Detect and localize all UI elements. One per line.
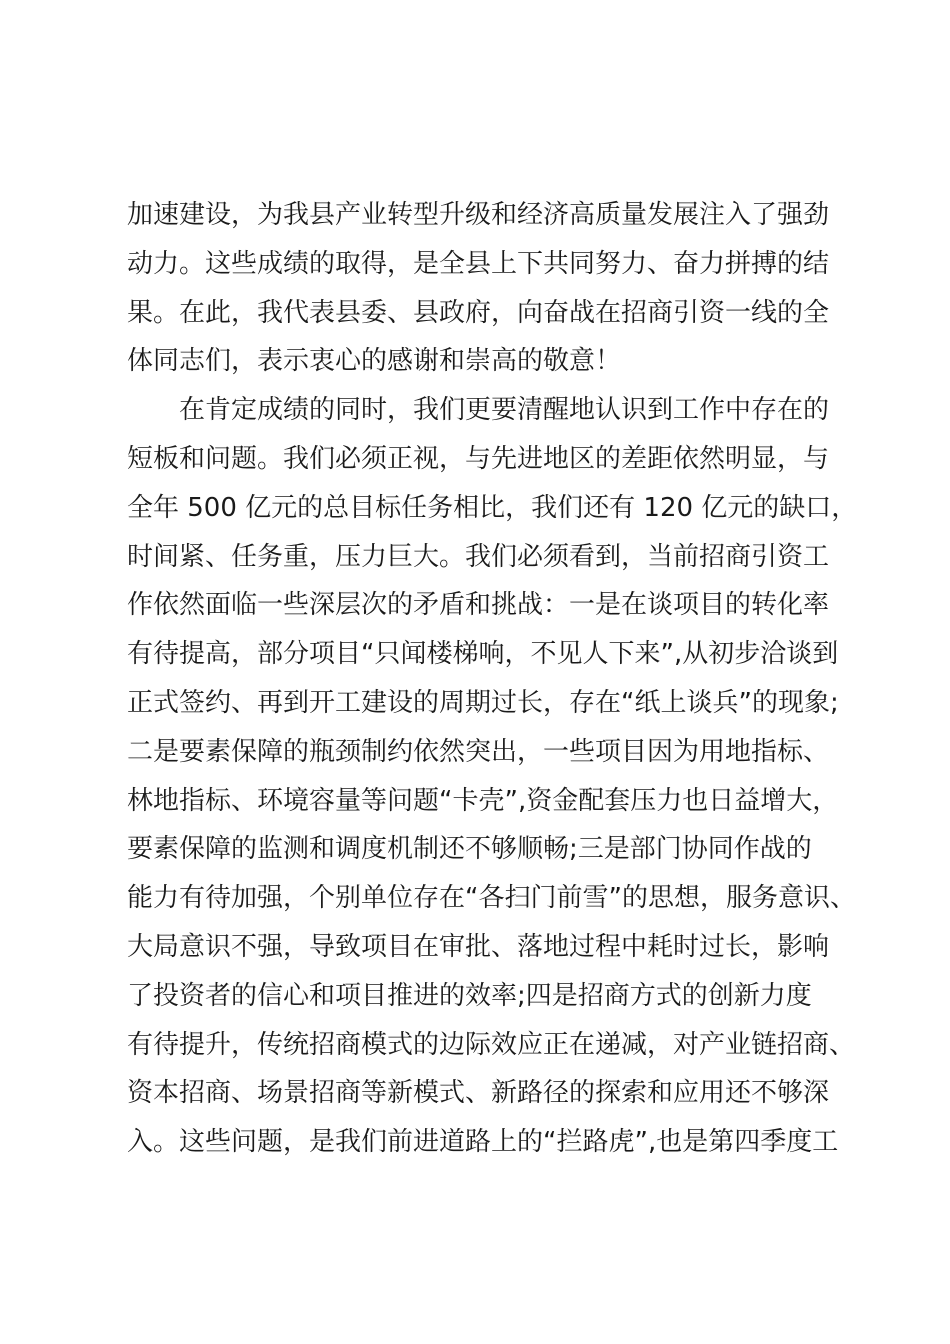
text-line: 体同志们，表示衷心的感谢和崇高的敬意！ <box>127 346 622 377</box>
body-text <box>127 191 858 1167</box>
text-line: 动力。这些成绩的取得，是全县上下共同努力、奋力拼搏的结 <box>127 248 830 279</box>
text-line: 要素保障的监测和调度机制还不够顺畅;三是部门协同作战的 <box>127 834 812 865</box>
text-line: 正式签约、再到开工建设的周期过长，存在“纸上谈兵”的现象; <box>127 687 839 718</box>
text-line: 有待提高，部分项目“只闻楼梯响，不见人下来”,从初步洽谈到 <box>127 639 839 670</box>
text-line: 短板和问题。我们必须正视，与先进地区的差距依然明显，与 <box>127 443 830 474</box>
text-line: 了投资者的信心和项目推进的效率;四是招商方式的创新力度 <box>127 980 812 1011</box>
text-line: 二是要素保障的瓶颈制约依然突出，一些项目因为用地指标、 <box>127 736 830 767</box>
text-line: 时间紧、任务重，压力巨大。我们必须看到，当前招商引资工 <box>127 541 830 572</box>
text-line: 林地指标、环境容量等问题“卡壳”,资金配套压力也日益增大， <box>127 785 839 816</box>
text-line: 加速建设，为我县产业转型升级和经济高质量发展注入了强劲 <box>127 200 830 230</box>
paragraph-first-line: 在肯定成绩的同时，我们更要清醒地认识到工作中存在的 <box>179 395 830 426</box>
text-line: 能力有待加强，个别单位存在“各扫门前雪”的思想，服务意识、 <box>127 883 856 914</box>
text-line: 入。这些问题，是我们前进道路上的“拦路虎”,也是第四季度工 <box>127 1127 839 1158</box>
text-line: 果。在此，我代表县委、县政府，向奋战在招商引资一线的全 <box>127 297 830 328</box>
text-line: 资本招商、场景招商等新模式、新路径的探索和应用还不够深 <box>127 1078 830 1109</box>
text-line: 全年 500 亿元的总目标任务相比，我们还有 120 亿元的缺口， <box>127 492 858 523</box>
text-line: 作依然面临一些深层次的矛盾和挑战：一是在谈项目的转化率 <box>127 590 830 621</box>
text-line: 大局意识不强，导致项目在审批、落地过程中耗时过长，影响 <box>127 931 830 962</box>
text-line: 有待提升，传统招商模式的边际效应正在递减，对产业链招商、 <box>127 1029 856 1060</box>
